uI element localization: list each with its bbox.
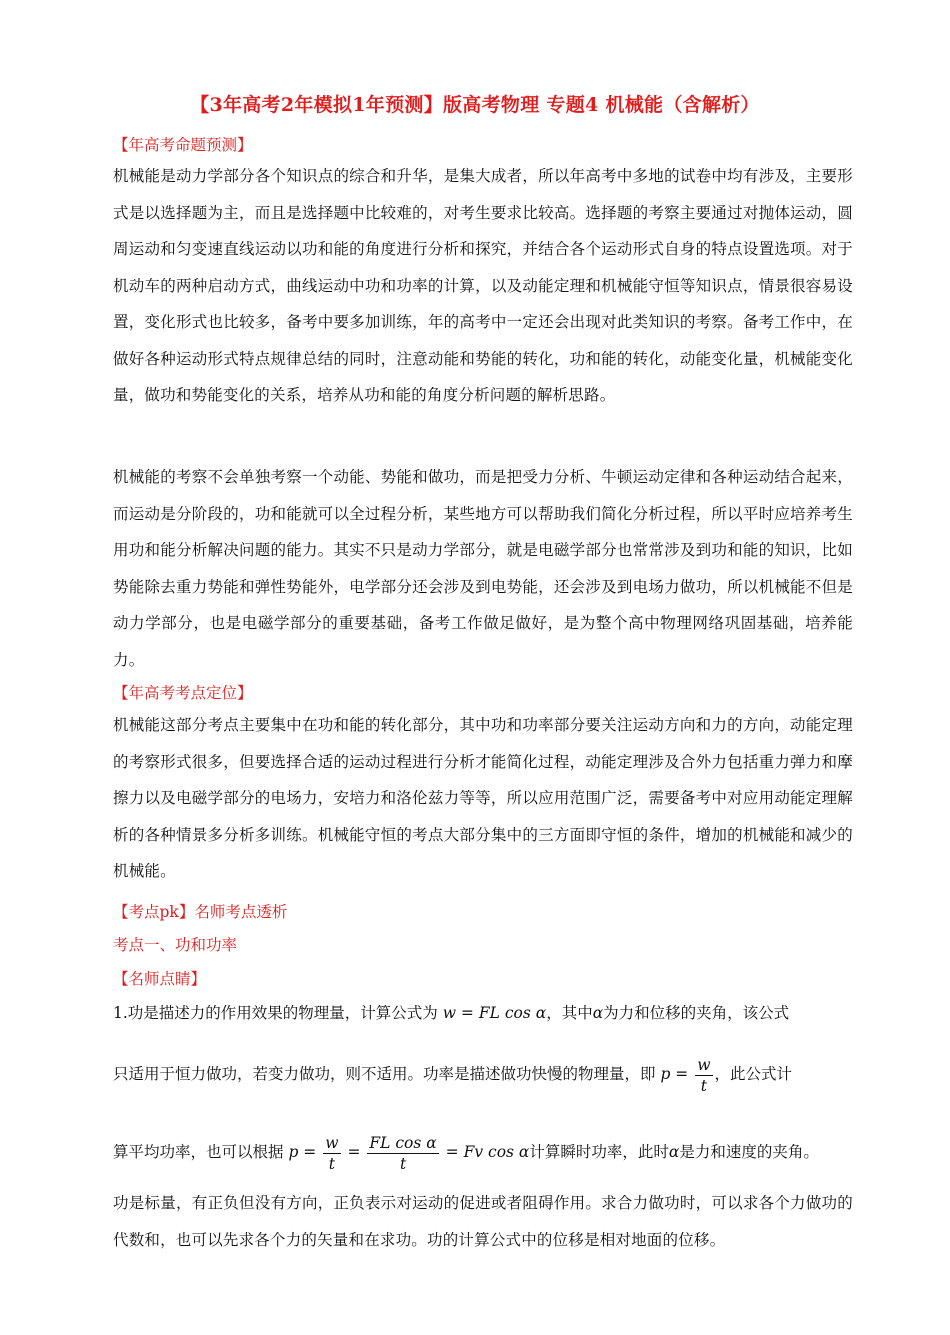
item1-text-b: ，其中	[546, 1004, 593, 1022]
tip-heading: 【名师点睛】	[113, 970, 207, 988]
alpha-symbol-2: α	[668, 1143, 680, 1161]
item1-line3	[113, 1130, 853, 1174]
subheading-work-power: 考点一、功和功率	[113, 936, 238, 954]
paragraph-forecast-1: 机械能是动力学部分各个知识点的综合和升华，是集大成者，所以年高考中多地的试卷中均有涉及，主要形式是以选择题为主，而且是选择题中比较难的，对考生要求比较高。选择题的考察主要通过对抛体运动，圆周运动和匀变速直线运动以功和能的角度进行分析和探究，并结合各个运动形式自身的特点设置选项。对于机动车的两种启动方式，曲线运动中功和功率的计算，以及动能定理和机械能守恒等知识点，情景很容易设置，变化形式也比较多，备考中要多加训练，年的高考中一定还会出现对此类知识的考察。备考工作中，在做好各种运动形式特点规律总结的同时，注意动能和势能的转化，功和能的转化，动能变化量，机械能变化量，做功和势能变化的关系，培养从功和能的角度分析问题的解析思路。	[113, 167, 853, 404]
item1-text-a: 1.功是描述力的作用效果的物理量，计算公式为	[113, 1004, 438, 1022]
fraction-w-over-t-2	[323, 1133, 340, 1174]
equals-sign: =	[347, 1143, 361, 1161]
fraction-w-over-t	[695, 1055, 712, 1096]
section-heading-forecast: 【年高考命题预测】	[113, 136, 253, 154]
fraction-numerator-w: w	[697, 1055, 711, 1074]
p-equals: p =	[660, 1065, 689, 1083]
fraction3-numerator: FL cos α	[369, 1133, 437, 1152]
formula-instant-power: = Fv cos α	[445, 1143, 530, 1161]
item1-text-g: 计算瞬时功率，此时	[529, 1143, 669, 1161]
analysis-tag: 【考点pk】	[113, 903, 195, 921]
item1-line1	[113, 1002, 853, 1024]
fraction-denominator-t: t	[700, 1076, 707, 1095]
item1-text-e: ，此公式计	[714, 1065, 793, 1083]
alpha-symbol: α	[592, 1004, 604, 1022]
paragraph-forecast-2: 机械能的考察不会单独考察一个动能、势能和做功，而是把受力分析、牛顿运动定律和各种运动结合起来，而运动是分阶段的，功和能就可以全过程分析，某些地方可以帮助我们简化分析过程，所以平时应培养考生用功和能分析解决问题的能力。其实不只是动力学部分，就是电磁学部分也常常涉及到功和能的知识，比如势能除去重力势能和弹性势能外，电学部分还会涉及到电势能，还会涉及到电场力做功，所以机械能不但是动力学部分，也是电磁学部分的重要基础，备考工作做足做好，是为整个高中物理网络巩固基础，培养能力。	[113, 468, 853, 669]
item1-line2	[113, 1052, 853, 1096]
p-equals-2: p =	[288, 1143, 317, 1161]
item1-text-c: 为力和位移的夹角，该公式	[603, 1004, 790, 1022]
item1-text-d: 只适用于恒力做功，若变力做功，则不适用。功率是描述做功快慢的物理量，即	[113, 1065, 656, 1083]
analysis-title: 名师考点透析	[194, 903, 288, 921]
section-heading-analysis	[113, 901, 287, 923]
paragraph-work-scalar: 功是标量，有正负但没有方向，正负表示对运动的促进或者阻碍作用。求合力做功时，可以求各个力做功的代数和，也可以先求各个力的矢量和在求功。功的计算公式中的位移是相对地面的位移。	[113, 1194, 853, 1249]
fraction2-denominator-t: t	[328, 1154, 335, 1173]
item1-text-h: 是力和速度的夹角。	[679, 1143, 819, 1161]
formula-work: w = FL cos α	[442, 1004, 547, 1022]
item1-text-f: 算平均功率，也可以根据	[113, 1143, 284, 1161]
fraction2-numerator-w: w	[325, 1133, 339, 1152]
fraction3-denominator-t: t	[399, 1154, 407, 1173]
fraction-flcos-over-t	[367, 1133, 438, 1174]
paragraph-position: 机械能这部分考点主要集中在功和能的转化部分，其中功和功率部分要关注运动方向和力的方向，动能定理的考察形式很多，但要选择合适的运动过程进行分析才能简化过程，动能定理涉及合外力包括重力弹力和摩擦力以及电磁学部分的电场力，安培力和洛伦兹力等等，所以应用范围广泛，需要备考中对应用动能定理解析的各种情景多分析多训练。机械能守恒的考点大部分集中的三方面即守恒的条件，增加的机械能和减少的机械能。	[113, 716, 853, 880]
section-heading-position: 【年高考考点定位】	[113, 684, 253, 702]
document-title: 【3年高考2年模拟1年预测】版高考物理 专题4 机械能（含解析）	[190, 94, 760, 116]
